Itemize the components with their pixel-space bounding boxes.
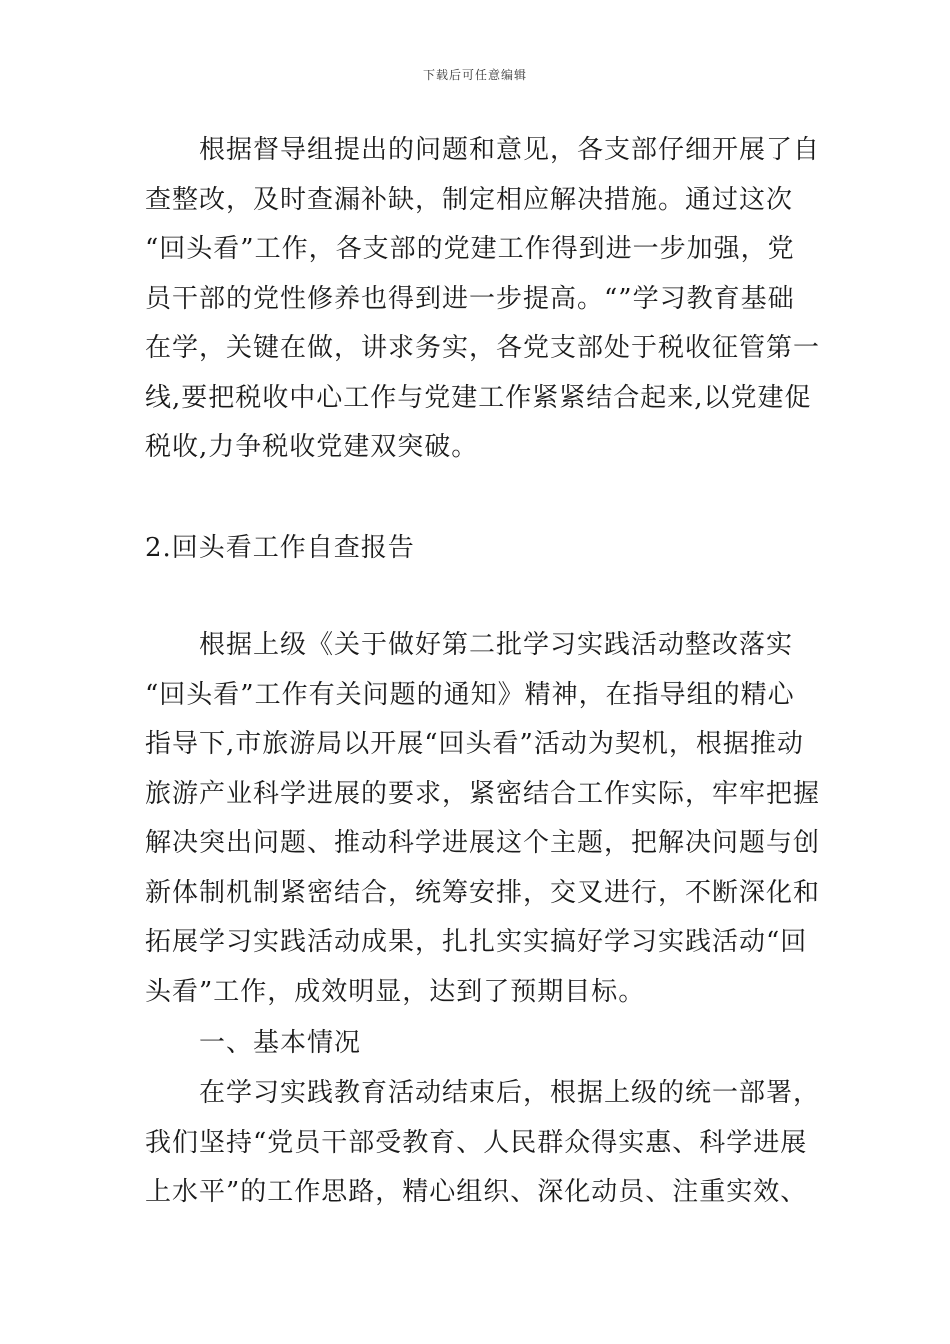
paragraph-2 xyxy=(145,621,821,1017)
paragraph-line: 在学，关键在做，讲求务实，各党支部处于税收征管第一 xyxy=(145,333,821,363)
paragraph-line: 指导下,市旅游局以开展“回头看”活动为契机，根据推动 xyxy=(145,729,804,759)
paragraph-line: 线,要把税收中心工作与党建工作紧紧结合起来,以党建促 xyxy=(145,382,812,413)
paragraph-3 xyxy=(145,1069,821,1218)
paragraph-line: 新体制机制紧密结合，统筹安排，交叉进行，不断深化和 xyxy=(145,877,821,908)
paragraph-line: 税收,力争税收党建双突破。 xyxy=(145,432,479,462)
paragraph-line: 员干部的党性修养也得到进一步提高。“”学习教育基础 xyxy=(145,283,795,314)
page-header: 下载后可任意编辑 xyxy=(422,68,527,82)
subheading-basic-situation xyxy=(145,1019,811,1069)
paragraph-line: 上水平”的工作思路，精心组织、深化动员、注重实效、 xyxy=(145,1177,808,1207)
paragraph-line: “回头看”工作，各支部的党建工作得到进一步加强，党 xyxy=(145,234,795,264)
paragraph-line: 根据上级《关于做好第二批学习实践活动整改落实 xyxy=(199,630,794,660)
paragraph-line: 旅游产业科学进展的要求，紧密结合工作实际，牢牢把握 xyxy=(145,778,821,809)
section-heading-text: 2.回头看工作自查报告 xyxy=(145,533,415,563)
subheading-text: 一、基本情况 xyxy=(199,1028,362,1058)
paragraph-line: 根据督导组提出的问题和意见，各支部仔细开展了自 xyxy=(199,135,821,165)
paragraph-line: “回头看”工作有关问题的通知》精神，在指导组的精心 xyxy=(145,679,795,710)
paragraph-line: 在学习实践教育活动结束后，根据上级的统一部署， xyxy=(199,1078,821,1108)
paragraph-line: 头看”工作，成效明显，达到了预期目标。 xyxy=(145,976,646,1007)
paragraph-line: 拓展学习实践活动成果，扎扎实实搞好学习实践活动“回 xyxy=(145,927,808,957)
paragraph-line: 我们坚持“党员干部受教育、人民群众得实惠、科学进展 xyxy=(145,1127,808,1158)
paragraph-line: 解决突出问题、推动科学进展这个主题，把解决问题与创 xyxy=(145,828,821,858)
section-heading xyxy=(145,524,811,574)
paragraph-1 xyxy=(145,126,821,473)
paragraph-line: 查整改，及时查漏补缺，制定相应解决措施。通过这次 xyxy=(145,184,794,215)
